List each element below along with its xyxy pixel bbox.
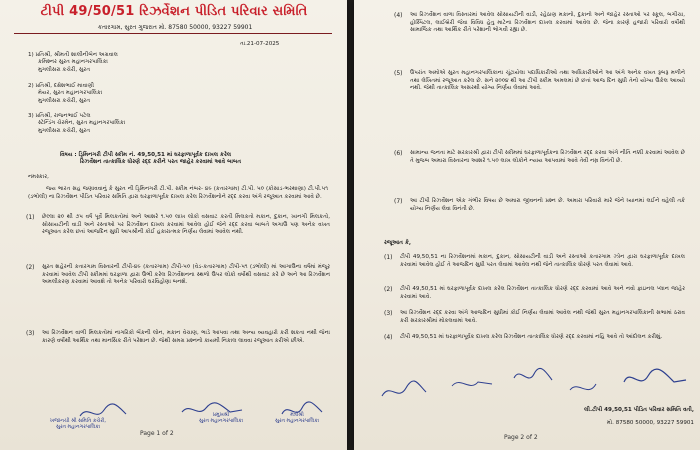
letter-page-1 [0,0,347,450]
recipient-line: મુગલીસરા કચેરી, સુરત [38,97,91,104]
committee-address: કતારગામ, સુરત ગુજરાત મો. 87580 50000, 93227 59901 [97,24,253,31]
point-text: આ રિઝર્વેશન વાળી મિલકતોમાં નાગરિકો બેંકની લોન, મકાન વેચાણ, ભાડે આપવા તથા અન્ય વ્યવહારો કરી શકતા નથી જેના કારણે વર્ષોથી આર્થિક તથા માનસિક રીતે પરેશાન છે. જેથી સમગ્ર પ્રશ્નનો કાયમી નિકાલ લાવવા રજૂઆત કરીએ છીએ. [42,330,330,344]
letter-page-2 [354,0,700,450]
signer-block-1 [28,418,128,430]
point-number: (6) [394,150,403,157]
recipient-line: મેયર, સુરત મહાનગરપાલિકા [38,90,103,97]
recipient-line: પ્રતિશ્રી, શ્રીમતી શાલીનીબેન અગ્રવાલ [35,52,118,58]
point-text: છેલ્લા ૨૦ થી ૭૫ વર્ષ પૂર્વે મિલકતોમાં અને આશરે ૧.૫૦ લાખ લોકો વસવાટ કરતી મિલકતો મકાન, દુકાન, ખાનગી મિલકતો, સોસાયટીની વાડી અને રસ્તાઓ પર રિઝર્વેશન દાખલ કરવામાં આવેલ હોઈ જેને રદ્દ કરવા બાબતે અગાઉ પણ અનેક વખત રજૂઆત કરેલ છતાં આજદિન સુધી આપશ્રીની કોઈ હકારાત્મક નિર્ણય લેવામાં આવેલ નથી. [42,214,330,236]
letter-date: તા.21-07-2025 [240,41,280,47]
subject-line: રિઝર્વેશન તાત્કાલિક ધોરણે રદ્દ કરીને પરત જાહેર કરવામાં આવે બાબત [80,159,242,166]
signer-block-3 [262,412,332,424]
point-text: સુરત શહેરની કતારગામ વિસ્તારની ટીપી-૪૯ (કતારગામ) ટીપી-૫૦ (વેડ-કતારગામ) ટીપી-૫૧ (ડભોલી) માં આગાઉના વર્ષમાં મંજૂર કરવામાં આવેલ ટીપી સ્કીમમાં ઘરફાળા દ્વારા ઉભી કરેલ રિઝર્વેશનના સ્થળો ઉપર લોકો વર્ષોથી વસવાટ કરે છે અને આ રિઝર્વેશન અમલીકરણ કરવામાં આવશે તો અનેક પરિવારો ઘરવિહોણા બનશે. [42,264,330,286]
committee-title: ટીપી 49/50/51 રિઝર્વેશન પીડિત પરિવાર સમિતિ [40,4,308,19]
request-text: ટીપી 49,50,51 માં ઘરફાળાપૂર્વક દાખલ કરેલ રિઝર્વેશન તાત્કાલિક ધોરણે રદ્દ કરવામાં આવે અને નવો ફાઇનલ પ્લાન જાહેર કરવામાં આવે. [400,286,685,300]
header-divider [14,33,332,34]
recipient-number: 2) [28,83,34,89]
point-number: (2) [26,264,35,271]
signer-office: સુરત મહાનગરપાલિકા [56,424,100,430]
subject-line: વિષય : ડ્રિમિનગરી ટીપી સ્કીમ નં. 49,50,51 માં ઘરફાળાપૂર્વક દાખલ કરેલ [60,152,232,158]
signer-office: સુરત મહાનગરપાલિકા [199,418,243,424]
page-gap [347,0,354,450]
point-text: આ રિઝર્વેશન વાળા વિસ્તારમાં આવેલ સોસાયટીની વાડી, રહેઠાણ મકાનો, દુકાનો અને જાહેર રસ્તાઓ પર સ્કૂલ, બગીચા, હોસ્પિટલ, લાઈબ્રેરી જેવા વિવિધ હેતુ માટેના રિઝર્વેશન દાખલ કરવામાં આવેલ છે. જેના કારણે હજારો પરિવારો વર્ષોથી સામાજિક તથા આર્થિક રીતે પરેશાની ભોગવી રહ્યા છે. [410,12,685,34]
point-text: ઉપરાંત અમોએ સુરત મહાનગરપાલિકાના ચૂંટાયેલા પદાધિકારીઓ તથા અધિકારીઓને આ અંગે અનેક વખત રૂબરૂ મળીને તથા લેખિતમાં રજૂઆત કરેલ છે. સને ૨૦૦૪ થી આ ટીપી સ્કીમ અમલમાં છે છતાં આજ દિન સુધી તેનો યોગ્ય ઉકેલ આવ્યો નથી. જેથી તાત્કાલિક અસરથી યોગ્ય નિર્ણય લેવામાં આવે. [410,70,685,92]
point-number: (1) [26,214,35,221]
request-number: (1) [384,254,393,261]
closing-phone: મો. 87580 50000, 93227 59901 [606,420,694,426]
recipient-3 [28,113,258,135]
signer-title: ખજાનચી શ્રી સમિતિ કચેરી, [49,418,106,424]
letter-subject [60,152,330,167]
request-text: ટીપી 49,50,51 ના રિઝર્વેશનમાં મકાન, દુકાન, સોસાયટીની વાડી અને રસ્તાઓ કતારગામ ઝોન દ્વારા ઘરફાળાપૂર્વક દાખલ કરવામાં આવેલ હોઈ તે આજદિન સુધી પરત લેવામાં આવેલ નથી જેને તાત્કાલિક ધોરણે પરત લેવામાં આવે. [400,254,685,268]
recipient-line: સ્ટેન્ડિંગ ચેરમેન, સુરત મહાનગરપાલિકા [38,120,126,127]
point-text: આ ટીપી રિઝર્વેશન એક ગંભીર વિષય છે અમારા જીવનનો પ્રશ્ન છે. અમારા પરિવારો મારે જેને ધ્યાનમાં લઈને વહેલી તકે યોગ્ય નિર્ણય લેવા વિનંતી છે. [410,198,685,212]
recipient-2 [28,83,258,105]
signer-title: મંત્રીશ્રી [290,412,304,418]
recipient-number: 3) [28,113,34,119]
signatures-graphic [374,362,694,412]
page-number: Page 1 of 2 [140,430,174,437]
signer-office: સુરત મહાનગરપાલિકા [275,418,319,424]
point-number: (5) [394,70,403,77]
point-text: સામાન્ય જનતા માટે સરકારશ્રી દ્વારા ટીપી સ્કીમમાં ઘરફાળાપૂર્વકના રિઝર્વેશન રદ્દ કરવા અંગે નીતિ નક્કી કરવામાં આવેલ છે તે મુજબ અમારા વિસ્તારના આશરે ૧.૫૦ લાખ લોકોને ન્યાય આપવામાં આવે તેવી નમ્ર વિનંતી છે. [410,150,685,164]
request-text: આ રિઝર્વેશન રદ્દ કરવા અંગે આજદિન સુધીમાં કોઈ નિર્ણય લેવામાં આવેલ નથી જેથી સુરત મહાનગરપાલિકાની સભામાં ઠરાવ કરી સરકારશ્રીમાં મોકલવામાં આવે. [400,310,685,324]
recipient-line: મુગલીસરા કચેરી, સુરત [38,66,91,73]
recipient-line: પ્રતિશ્રી, દક્ષેશભાઈ માવાણી [35,83,94,89]
requests-heading: રજૂઆત કે, [384,240,412,246]
recipient-line: કમિશ્નર સુરત મહાનગરપાલિકા [38,59,108,66]
closing-organization: લી.ટીપી 49,50,51 પીડિત પરિવાર સમિતિ વતી, [584,407,694,413]
salutation: નમસ્કાર, [28,174,49,180]
recipient-1 [28,52,258,74]
recipient-number: 1) [28,52,34,58]
intro-paragraph: જય ભારત સહ જણાવવાનું કે સુરત ની ડ્રિમિનગરી ટી.પી. સ્કીમ નંબર- ૪૯ (કતારગામ) ટી.પી. ૫૦ (કોસાડ-ભરથાણા) ટી.પી.૫૧ (ડભોલી) ના રિઝર્વેશન પીડિત પરિવાર સમિતિ દ્વારા ઘરફાળાપૂર્વક દાખલ કરેલ રિઝર્વેશનોને રદ્દ કરવા અંગે રજૂઆત કરવામાં આવે છે. [28,186,328,200]
signer-block-2 [186,412,256,424]
point-number: (3) [26,330,35,337]
point-number: (4) [394,12,403,19]
request-number: (3) [384,310,393,317]
signer-title: પ્રમુખશ્રી [212,412,230,418]
point-number: (7) [394,198,403,205]
request-text: ટીપી 49,50,51 માં ઘરફાળાપૂર્વક દાખલ કરેલ રિઝર્વેશન તાત્કાલિક ધોરણે રદ્દ કરવામાં નહિ આવે તો આંદોલન કરીશું. [400,334,663,340]
recipient-line: મુગલીસરા કચેરી, સુરત [38,127,91,134]
page-number: Page 2 of 2 [504,434,538,441]
request-number: (4) [384,334,393,341]
recipient-line: પ્રતિશ્રી, રાજનભાઈ પટેલ [35,113,91,119]
request-number: (2) [384,286,393,293]
